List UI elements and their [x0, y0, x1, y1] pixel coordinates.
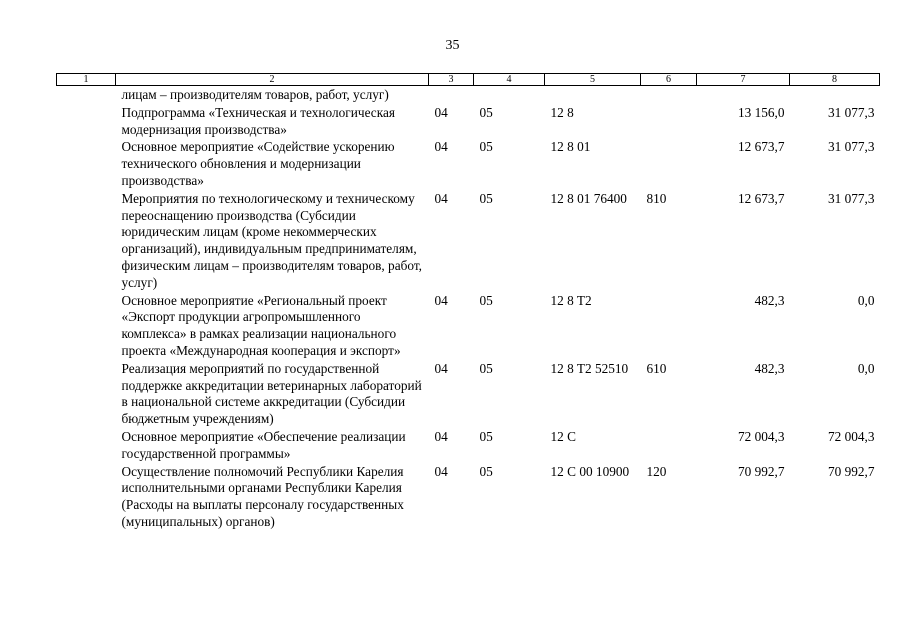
- row-sum-year-2: 31 077,3: [827, 104, 875, 120]
- row-number-cell: [57, 293, 116, 361]
- row-expense-type: 810: [646, 190, 667, 206]
- row-section: [429, 86, 474, 105]
- row-target-article: 12 8 01: [550, 139, 591, 155]
- row-sum-year-2: 0,0: [857, 360, 875, 376]
- table-row: [57, 191, 880, 293]
- row-section: 04: [434, 190, 448, 206]
- row-number-cell: [57, 139, 116, 190]
- row-sum-year-2: [790, 86, 880, 105]
- row-target-article: 12 С: [550, 428, 576, 444]
- row-number-cell: [57, 191, 116, 293]
- row-number-cell: [57, 429, 116, 464]
- row-expense-type: [641, 429, 697, 464]
- row-expense-type: [641, 105, 697, 140]
- table-row: [57, 293, 880, 361]
- row-subsection: [474, 86, 545, 105]
- row-name: Мероприятия по технологическому и техническому переоснащению производства (Субсидии юридическим лицам (кроме некоммерческих организаций), индивидуальным предпринимателям, физическим лицам – производителям товаров, работ, услуг): [121, 190, 422, 290]
- row-sum-year-1: 13 156,0: [737, 104, 785, 120]
- row-section: 04: [434, 463, 448, 479]
- row-sum-year-2: 72 004,3: [827, 428, 875, 444]
- row-subsection: 05: [479, 190, 493, 206]
- row-number-cell: [57, 361, 116, 429]
- row-name: Основное мероприятие «Обеспечение реализации государственной программы»: [121, 428, 406, 461]
- row-sum-year-1: 70 992,7: [737, 463, 785, 479]
- row-name: Реализация мероприятий по государственной поддержке аккредитации ветеринарных лабораторий в национальной системе аккредитации (Субсидии бюджетным учреждениям): [121, 360, 422, 427]
- row-expense-type: [641, 293, 697, 361]
- row-expense-type: 610: [646, 360, 667, 376]
- row-subsection: 05: [479, 463, 493, 479]
- row-sum-year-1: 482,3: [754, 360, 785, 376]
- row-number-cell: [57, 464, 116, 532]
- table-row: [57, 86, 880, 105]
- row-section: 04: [434, 428, 448, 444]
- row-sum-year-1: 482,3: [754, 292, 785, 308]
- row-target-article: 12 8 T2 52510: [550, 360, 629, 376]
- row-number-cell: [57, 105, 116, 140]
- row-name: Основное мероприятие «Региональный проект «Экспорт продукции агропромышленного комплекса» в рамках реализации национального проекта «Международная кооперация и экспорт»: [121, 292, 401, 358]
- column-number-1: 1: [57, 74, 116, 86]
- row-subsection: 05: [479, 139, 493, 155]
- row-target-article: [545, 86, 641, 105]
- column-number-4: 4: [474, 74, 545, 86]
- column-number-3: 3: [429, 74, 474, 86]
- row-expense-type: [641, 86, 697, 105]
- table-row: [57, 105, 880, 140]
- row-sum-year-1: 72 004,3: [737, 428, 785, 444]
- row-target-article: 12 С 00 10900: [550, 463, 630, 479]
- row-section: 04: [434, 104, 448, 120]
- column-number-5: 5: [545, 74, 641, 86]
- row-name: Основное мероприятие «Содействие ускорению технического обновления и модернизации производства»: [121, 139, 395, 188]
- row-expense-type: 120: [646, 463, 667, 479]
- page-number: 35: [445, 38, 460, 53]
- table-row: [57, 464, 880, 532]
- row-sum-year-1: 12 673,7: [737, 139, 785, 155]
- row-name: лицам – производителям товаров, работ, услуг): [121, 87, 389, 102]
- row-sum-year-2: 31 077,3: [827, 139, 875, 155]
- row-sum-year-2: 0,0: [857, 292, 875, 308]
- row-target-article: 12 8 01 76400: [550, 190, 627, 206]
- row-sum-year-2: 70 992,7: [827, 463, 875, 479]
- row-sum-year-1: 12 673,7: [737, 190, 785, 206]
- row-sum-year-2: 31 077,3: [827, 190, 875, 206]
- table-row: [57, 361, 880, 429]
- row-subsection: 05: [479, 360, 493, 376]
- row-name: Осуществление полномочий Республики Карелия исполнительными органами Республики Карелия (Расходы на выплаты персоналу государственных (муниципальных) органов): [121, 463, 404, 529]
- column-number-7: 7: [697, 74, 790, 86]
- column-number-header-row: [57, 74, 880, 86]
- row-subsection: 05: [479, 104, 493, 120]
- row-sum-year-1: [697, 86, 790, 105]
- row-name: Подпрограмма «Техническая и технологическая модернизация производства»: [121, 104, 395, 137]
- column-number-2: 2: [116, 74, 429, 86]
- row-number-cell: [57, 86, 116, 105]
- row-section: 04: [434, 360, 448, 376]
- row-section: 04: [434, 292, 448, 308]
- table-row: [57, 139, 880, 190]
- row-subsection: 05: [479, 292, 493, 308]
- row-target-article: 12 8 T2: [550, 292, 592, 308]
- budget-table: [56, 73, 880, 532]
- column-number-6: 6: [641, 74, 697, 86]
- row-expense-type: [641, 139, 697, 190]
- row-section: 04: [434, 139, 448, 155]
- row-subsection: 05: [479, 428, 493, 444]
- table-row: [57, 429, 880, 464]
- row-target-article: 12 8: [550, 104, 574, 120]
- column-number-8: 8: [790, 74, 880, 86]
